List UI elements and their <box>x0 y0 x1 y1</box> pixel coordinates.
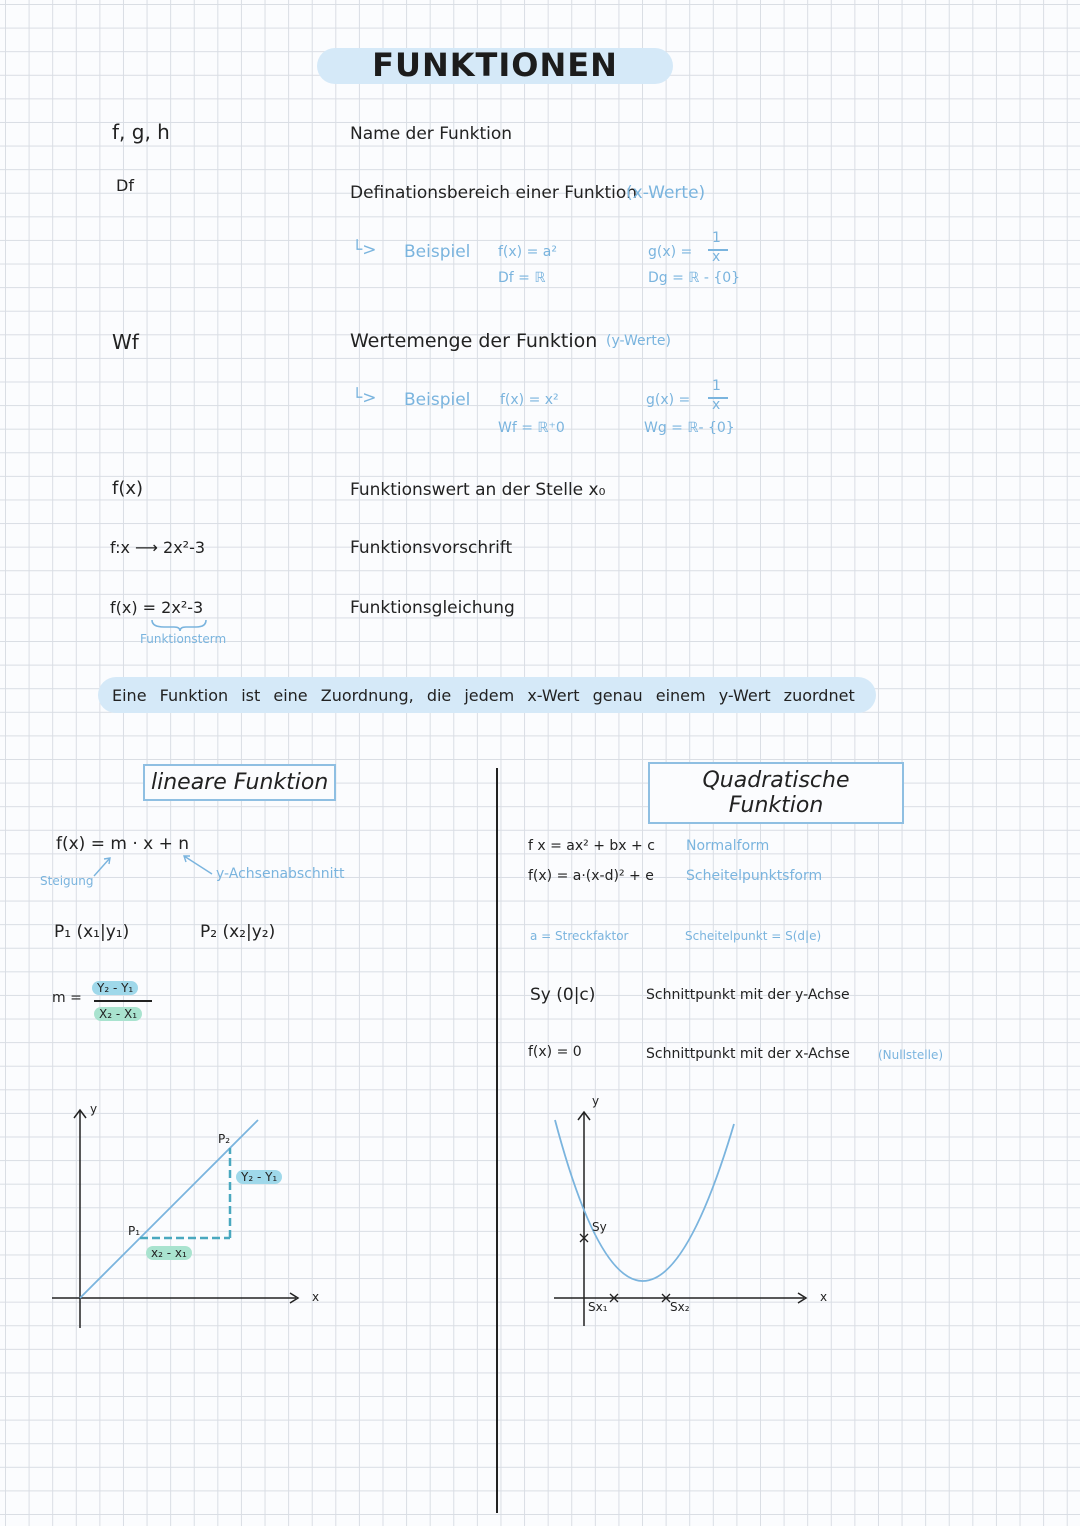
vertex-form: f(x) = a·(x-d)² + e <box>528 868 654 884</box>
parabola <box>555 1120 734 1281</box>
graph-sx1: Sx₁ <box>588 1300 608 1314</box>
quadratic-heading: Quadratische Funktion <box>648 762 904 824</box>
normal-form-label: Normalform <box>686 838 770 854</box>
graph-sy: Sy <box>592 1220 607 1234</box>
example-g-num-2: 1 <box>712 378 721 394</box>
zero-desc: Schnittpunkt mit der x-Achse <box>646 1046 850 1062</box>
quadratic-x-label: x <box>820 1290 828 1304</box>
example-f-eq-1: f(x) = a² <box>498 244 557 260</box>
example-arrow-1: └> <box>352 240 377 260</box>
desc-gleichung: Funktionsgleichung <box>350 598 515 618</box>
example-g-eq-1: g(x) = <box>648 244 693 260</box>
linear-x-label: x <box>312 1290 320 1304</box>
linear-y-label: y <box>90 1102 98 1116</box>
sy-desc: Schnittpunkt mit der y-Achse <box>646 987 850 1003</box>
quadratic-y-label: y <box>592 1094 600 1108</box>
example-f-domain: Df = ℝ <box>498 270 546 286</box>
example-g-eq-2: g(x) = <box>646 392 691 408</box>
desc-definitionsbereich: Definationsbereich einer Funktion <box>350 183 638 203</box>
symbol-fx: f(x) <box>112 478 144 499</box>
desc-wertemenge: Wertemenge der Funktion <box>350 330 598 352</box>
desc-vorschrift: Funktionsvorschrift <box>350 538 513 558</box>
definition-text: Eine Funktion ist eine Zuordnung, die jedem x-Wert genau einem y-Wert zuordnet <box>112 686 855 705</box>
a-label: a = Streckfaktor <box>530 929 629 943</box>
m-denominator: X₂ - X₁ <box>94 1007 142 1021</box>
example-label-2: Beispiel <box>404 390 471 410</box>
graph-p1: P₁ <box>128 1224 141 1238</box>
graph-p2: P₂ <box>218 1132 231 1146</box>
page-title: FUNKTIONEN <box>372 46 618 84</box>
symbol-df: Df <box>116 176 134 195</box>
nullstelle-note: (Nullstelle) <box>878 1048 944 1062</box>
note-ywerte: (y-Werte) <box>606 333 671 349</box>
linear-formula: f(x) = m · x + n <box>56 834 190 854</box>
desc-funktionswert: Funktionswert an der Stelle x₀ <box>350 480 606 500</box>
desc-name: Name der Funktion <box>350 124 513 144</box>
example-g-den-1: x <box>712 249 721 265</box>
graph-dy: Y₂ - Y₁ <box>236 1170 282 1184</box>
graph-dx: x₂ - x₁ <box>146 1246 192 1260</box>
example-label-1: Beispiel <box>404 242 471 262</box>
example-f-range: Wf = ℝ⁺0 <box>498 420 565 436</box>
example-g-domain: Dg = ℝ - {0} <box>648 270 741 286</box>
m-numerator: Y₂ - Y₁ <box>92 981 138 995</box>
sy-point: Sy (0|c) <box>530 985 596 1005</box>
symbol-fgh: f, g, h <box>112 120 170 144</box>
m-label: m = <box>52 990 82 1006</box>
example-arrow-2: └> <box>352 388 377 408</box>
symbol-vorschrift: f:x ⟶ 2x²-3 <box>110 538 206 557</box>
example-g-range: Wg = ℝ- {0} <box>644 420 735 436</box>
funktionsterm-note: Funktionsterm <box>140 632 227 646</box>
note-xwerte: (x-Werte) <box>626 183 706 203</box>
vertex-form-label: Scheitelpunktsform <box>686 868 823 884</box>
example-g-num-1: 1 <box>712 230 721 246</box>
example-f-eq-2: f(x) = x² <box>500 392 559 408</box>
normal-form: f x = ax² + bx + c <box>528 838 655 854</box>
example-g-den-2: x <box>712 397 721 413</box>
linear-heading: lineare Funktion <box>143 764 336 801</box>
symbol-gleichung: f(x) = 2x²-3 <box>110 598 204 617</box>
graph-sx2: Sx₂ <box>670 1300 690 1314</box>
point-p1: P₁ (x₁|y₁) <box>54 922 130 942</box>
slope-label: Steigung <box>40 874 94 888</box>
zero-eq: f(x) = 0 <box>528 1044 582 1060</box>
point-p2: P₂ (x₂|y₂) <box>200 922 276 942</box>
vertex-point: Scheitelpunkt = S(d|e) <box>685 929 822 943</box>
intercept-label: y-Achsenabschnitt <box>216 866 345 882</box>
symbol-wf: Wf <box>112 330 139 354</box>
